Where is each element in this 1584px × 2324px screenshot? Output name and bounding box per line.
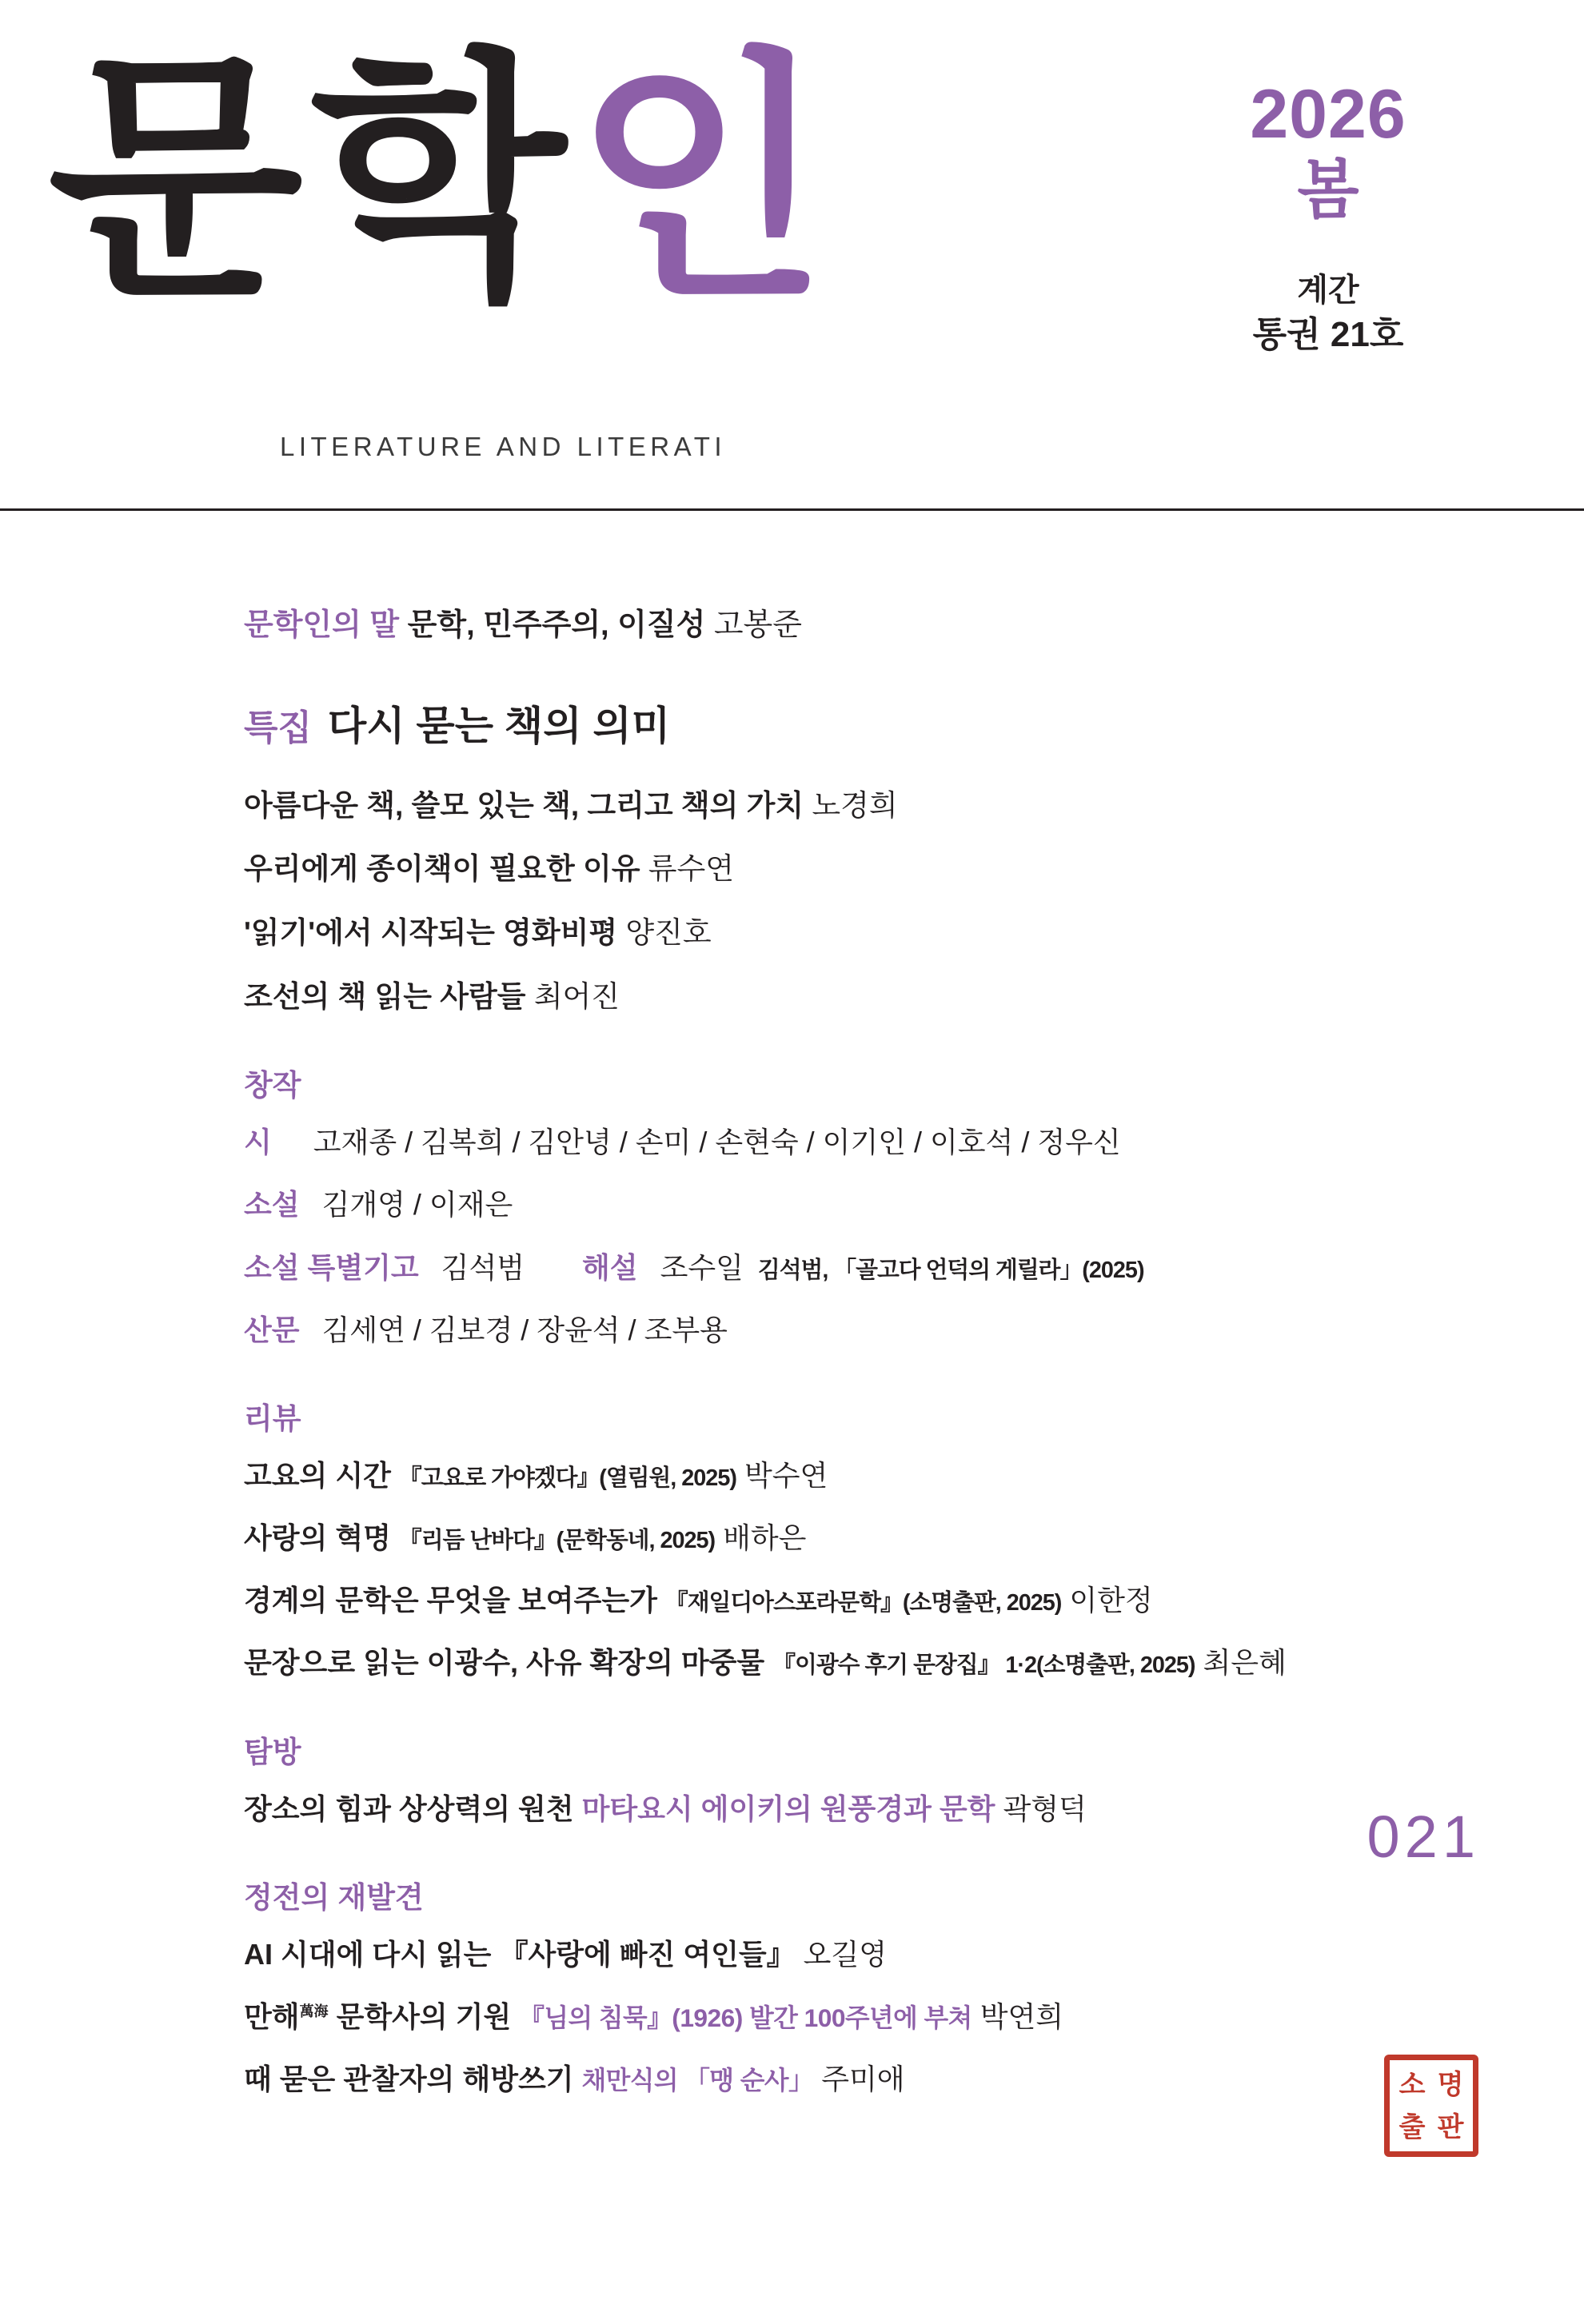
list-item[interactable] <box>244 1517 1379 1559</box>
logo-latin-subtitle: LITERATURE AND LITERATI <box>280 432 727 461</box>
review-book: 『이광수 후기 문장집』 1·2(소명출판, 2025) <box>772 1652 1195 1679</box>
list-item[interactable] <box>244 1934 1379 1975</box>
feature-item-author: 류수연 <box>648 852 735 886</box>
toc-entry-editorial[interactable] <box>244 604 1379 648</box>
list-item[interactable] <box>244 847 1379 891</box>
logo-char-2: 학 <box>310 32 574 327</box>
editorial-kicker: 문학인의 말 <box>244 608 400 642</box>
feature-title: 다시 묻는 책의 의미 <box>327 704 670 749</box>
review-book: 『리듬 난바다』(문학동네, 2025) <box>398 1528 716 1554</box>
issue-year: 2026 <box>1250 76 1406 153</box>
canon-author: 오길영 <box>803 1937 887 1971</box>
feature-item-title: 우리에게 종이책이 필요한 이유 <box>244 852 640 886</box>
creative-genre-label: 산문 <box>244 1313 300 1346</box>
table-of-contents <box>244 604 1379 2121</box>
list-item[interactable] <box>244 1122 1379 1163</box>
feature-item-title: 조선의 책 읽는 사람들 <box>244 979 526 1013</box>
review-author: 배하은 <box>723 1521 807 1555</box>
feature-item-title: '읽기'에서 시작되는 영화비평 <box>244 915 618 949</box>
section-heading-canon: 정전의 재발견 <box>244 1880 424 1914</box>
list-item[interactable] <box>244 784 1379 827</box>
masthead <box>0 0 1584 512</box>
issue-serial-number: 통권 21호 <box>1252 315 1404 354</box>
commentary-label: 해설 <box>582 1250 638 1284</box>
section-heading-visit: 탐방 <box>244 1735 301 1768</box>
issue-info <box>1160 76 1496 357</box>
visit-subtitle: 마타요시 에이키의 원풍경과 문학 <box>581 1792 995 1825</box>
list-item[interactable] <box>244 911 1379 955</box>
list-item[interactable] <box>244 1455 1379 1497</box>
creative-genre-label: 시 <box>244 1126 272 1159</box>
creative-genre-label: 소설 <box>244 1188 300 1222</box>
special-contribution-author: 김석범 <box>441 1250 525 1284</box>
review-title: 사랑의 혁명 <box>244 1521 391 1555</box>
feature-item-author: 최어진 <box>533 979 620 1013</box>
hanja-gloss: 萬海 <box>299 2003 329 2020</box>
list-item[interactable] <box>244 1309 1379 1351</box>
review-title: 경계의 문학은 무엇을 보여주는가 <box>244 1584 657 1617</box>
logo-char-3: 인 <box>573 32 837 327</box>
list-item[interactable] <box>244 1642 1379 1684</box>
editorial-author: 고봉준 <box>713 608 802 642</box>
list-item[interactable] <box>244 975 1379 1018</box>
seal-char-4: 판 <box>1437 2111 1464 2143</box>
review-author: 이한정 <box>1069 1584 1153 1617</box>
review-title: 문장으로 읽는 이광수, 사유 확장의 마중물 <box>244 1646 765 1680</box>
masthead-divider <box>0 508 1584 511</box>
section-heading-creative: 창작 <box>244 1069 301 1102</box>
canon-title: AI 시대에 다시 읽는 『사랑에 빠진 여인들』 <box>244 1937 796 1971</box>
publisher-seal-icon <box>1384 2055 1478 2157</box>
seal-char-1: 소 <box>1398 2069 1426 2100</box>
magazine-logo <box>48 16 1183 496</box>
canon-subtitle: 『님의 침묵』(1926) 발간 100주년에 부쳐 <box>519 2003 972 2033</box>
canon-subtitle: 채만식의 「맹 순사」 <box>581 2066 814 2095</box>
feature-item-author: 노경희 <box>812 788 898 822</box>
review-book: 『재일디아스포라문학』(소명출판, 2025) <box>664 1590 1062 1616</box>
review-book: 『고요로 가야겠다』(열림원, 2025) <box>398 1465 736 1491</box>
canon-author: 주미애 <box>821 2063 905 2096</box>
seal-char-3: 출 <box>1398 2111 1426 2143</box>
list-item[interactable] <box>244 1184 1379 1226</box>
special-contribution-label: 소설 특별기고 <box>244 1250 419 1284</box>
list-item[interactable] <box>244 1788 1379 1830</box>
issue-season: 봄 <box>1297 154 1359 225</box>
creative-author-names: 고재종 / 김복희 / 김안녕 / 손미 / 손현숙 / 이기인 / 이호석 / 정우신 <box>313 1126 1121 1159</box>
review-author: 박수연 <box>744 1458 828 1492</box>
logo-hangul-title <box>48 32 837 327</box>
list-item[interactable] <box>244 1996 1379 2038</box>
list-item[interactable] <box>244 1580 1379 1621</box>
section-heading-review: 리뷰 <box>244 1401 301 1435</box>
canon-author: 박연희 <box>980 2000 1064 2034</box>
visit-title: 장소의 힘과 상상력의 원천 <box>244 1792 574 1825</box>
page-number: 021 <box>1367 1804 1480 1870</box>
commentary-booknote: 김석범, 「골고다 언덕의 게릴라」(2025) <box>757 1257 1144 1283</box>
list-item-special-contribution[interactable] <box>244 1247 1379 1289</box>
feature-kicker: 특집 <box>244 708 313 748</box>
issue-periodicity: 계간 <box>1297 273 1359 308</box>
creative-author-names: 김세연 / 김보경 / 장윤석 / 조부용 <box>321 1313 728 1346</box>
commentary-author: 조수일 <box>660 1250 744 1284</box>
review-title: 고요의 시간 <box>244 1458 391 1492</box>
visit-author: 곽형덕 <box>1003 1792 1087 1825</box>
list-item[interactable] <box>244 2059 1379 2100</box>
creative-author-names: 김개영 / 이재은 <box>321 1188 513 1222</box>
feature-heading <box>244 697 1379 755</box>
logo-char-1: 문 <box>48 32 311 327</box>
feature-item-title: 아름다운 책, 쓸모 있는 책, 그리고 책의 가치 <box>244 788 804 822</box>
feature-item-author: 양진호 <box>625 915 712 949</box>
canon-title: 때 묻은 관찰자의 해방쓰기 <box>244 2063 574 2096</box>
editorial-title: 문학, 민주주의, 이질성 <box>407 608 706 642</box>
canon-title: 만해$^{萬海}$ 문학사의 기원 <box>244 2000 512 2034</box>
review-author: 최은혜 <box>1203 1646 1287 1680</box>
seal-char-2: 명 <box>1437 2069 1464 2100</box>
